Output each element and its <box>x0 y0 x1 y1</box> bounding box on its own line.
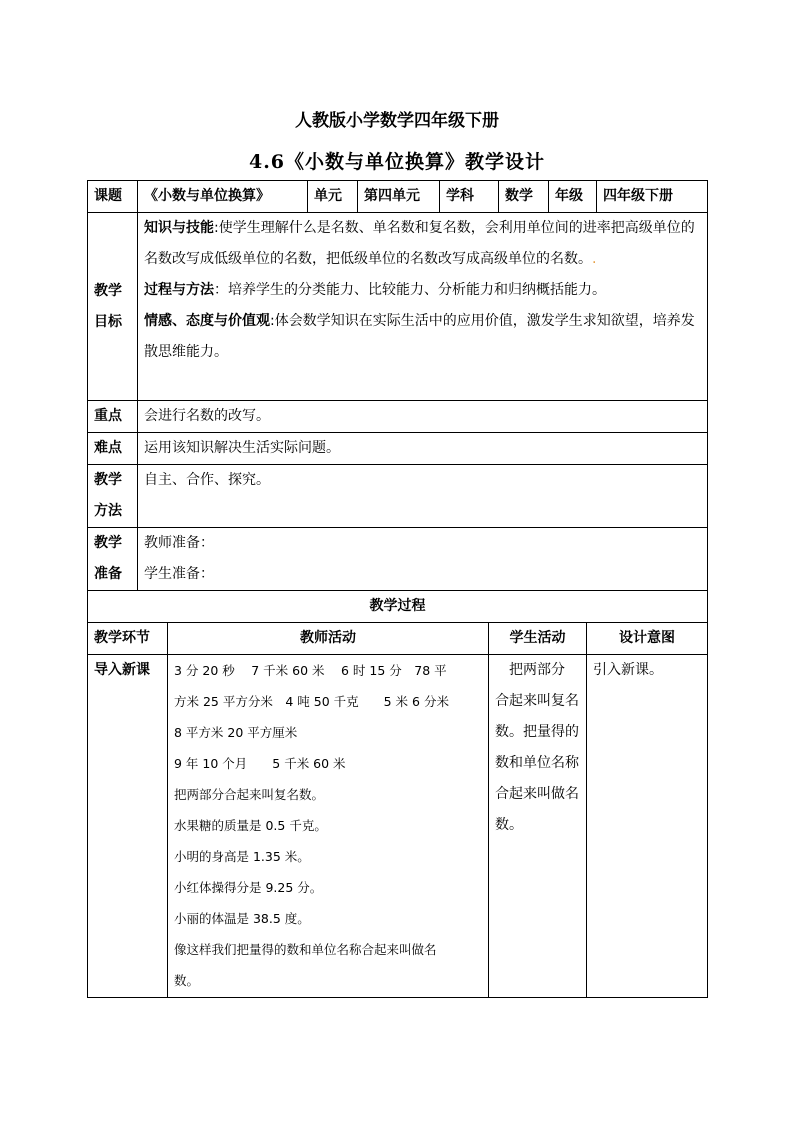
process-header-row <box>88 623 708 655</box>
key-point-label: 重点 <box>88 401 138 433</box>
teacher-activity-cell: 3 分 20 秒 7 千米 60 米 6 时 15 分 78 平 方米 25 平方分米 4 吨 50 千克 5 米 6 分米 8 平方米 20 平方厘米 9 年 10 个月 5 千米 60 米 把两部分合起来叫复名数。 水果糖的质量是 0.5 千克。 小明的身高是 1.35 米。 小红体操得分是 9.25 分。 小丽的体温是 38.5 度。 像这样我们把量得的数和单位名称合起来叫做名 数。 <box>168 655 489 998</box>
lesson-info-table <box>87 180 708 591</box>
document-title: 人教版小学数学四年级下册 <box>295 111 499 131</box>
method-text: 自主、合作、探究。 <box>138 465 708 528</box>
goals-content <box>138 213 708 401</box>
prep-row <box>88 528 708 591</box>
student-prep: 学生准备： <box>144 566 214 582</box>
method-row <box>88 465 708 528</box>
process-goal: 过程与方法：培养学生的分类能力、比较能力、分析能力和归纳概括能力。 <box>144 282 606 298</box>
prep-content <box>138 528 708 591</box>
subject-label: 学科 <box>440 181 499 213</box>
method-label: 教学 方法 <box>88 465 138 528</box>
document-subtitle: 4.6《小数与单位换算》教学设计 <box>248 151 546 173</box>
goals-label: 教学 目标 <box>88 213 138 401</box>
design-intent-cell: 引入新课。 <box>587 655 708 998</box>
subject-value: 数学 <box>499 181 549 213</box>
topic-value: 《小数与单位换算》 <box>138 181 308 213</box>
knowledge-goal: 知识与技能:使学生理解什么是名数、单名数和复名数，会利用单位间的进率把高级单位的名数改写成低级单位的名数，把低级单位的名数改写成高级单位的名数。. <box>144 220 695 267</box>
process-title-row <box>88 591 708 623</box>
header-teacher-activity: 教师活动 <box>168 623 489 655</box>
goals-row <box>88 213 708 401</box>
student-activity-cell: 把两部分 合起来叫复名 数。把量得的 数和单位名称 合起来叫做名 数。 <box>489 655 587 998</box>
grade-label: 年级 <box>549 181 597 213</box>
process-title: 教学过程 <box>88 591 708 623</box>
header-student-activity: 学生活动 <box>489 623 587 655</box>
difficulty-text: 运用该知识解决生活实际问题。 <box>138 433 708 465</box>
stage-cell: 导入新课 <box>88 655 168 998</box>
unit-value: 第四单元 <box>358 181 440 213</box>
emotion-goal: 情感、态度与价值观:体会数学知识在实际生活中的应用价值，激发学生求知欲望，培养发散思维能力。 <box>144 313 695 360</box>
unit-label: 单元 <box>308 181 358 213</box>
header-stage: 教学环节 <box>88 623 168 655</box>
process-row <box>88 655 708 998</box>
difficulty-label: 难点 <box>88 433 138 465</box>
teacher-prep: 教师准备： <box>144 535 214 551</box>
topic-label: 课题 <box>88 181 138 213</box>
info-row <box>88 181 708 213</box>
difficulty-row <box>88 433 708 465</box>
prep-label: 教学 准备 <box>88 528 138 591</box>
key-point-row <box>88 401 708 433</box>
grade-value: 四年级下册 <box>597 181 708 213</box>
key-point-text: 会进行名数的改写。 <box>138 401 708 433</box>
header-design-intent: 设计意图 <box>587 623 708 655</box>
teaching-process-table <box>87 590 708 998</box>
